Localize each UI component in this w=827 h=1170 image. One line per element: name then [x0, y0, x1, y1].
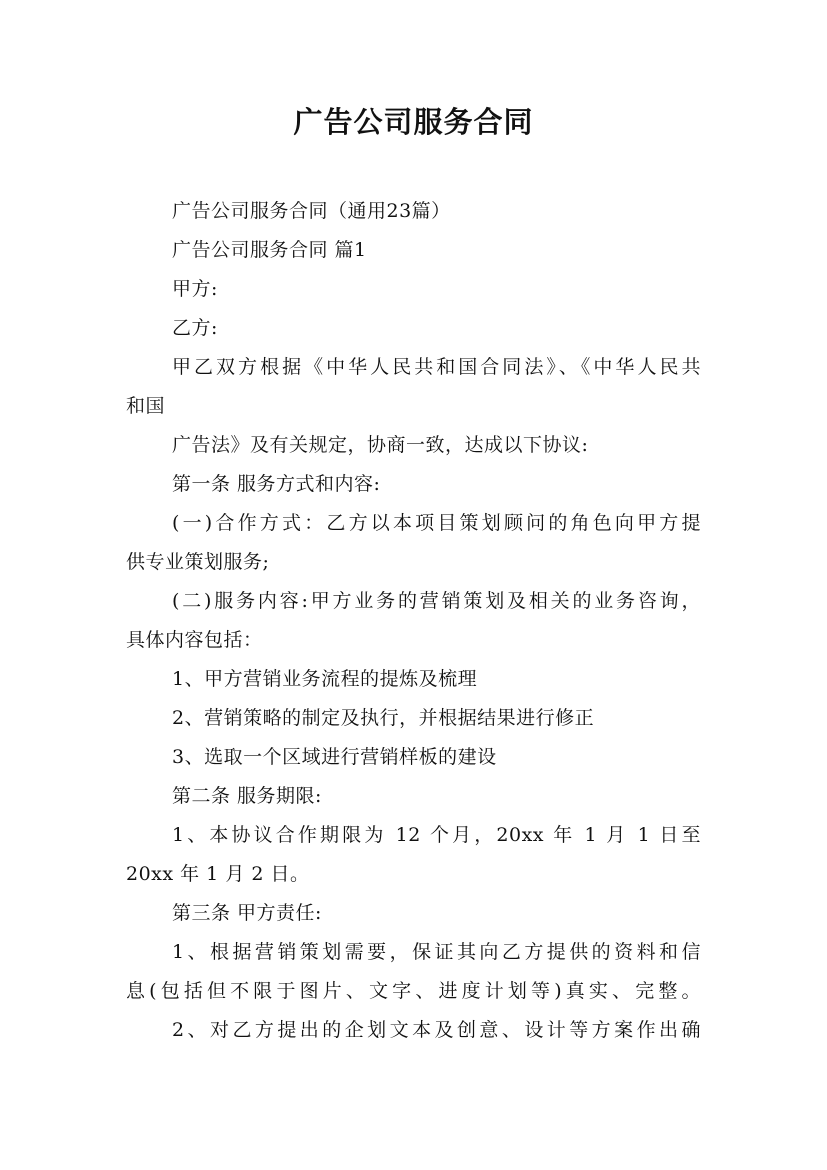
paragraph-line: 广告法》及有关规定，协商一致，达成以下协议:: [172, 434, 589, 456]
paragraph-line: 和国: [126, 395, 166, 417]
paragraph-line: 第二条 服务期限:: [172, 785, 322, 807]
paragraph-line: 1、甲方营销业务流程的提炼及梳理: [172, 668, 478, 690]
paragraph-line: 2、对乙方提出的企划文本及创意、设计等方案作出确: [172, 1019, 701, 1041]
paragraph-line: 第一条 服务方式和内容:: [172, 473, 381, 495]
paragraph-line: 供专业策划服务;: [126, 551, 270, 573]
paragraph-line: 具体内容包括：: [126, 629, 263, 651]
paragraph-line: (一)合作方式：乙方以本项目策划顾问的角色向甲方提: [172, 512, 701, 534]
paragraph-line: 广告公司服务合同 篇1: [172, 239, 367, 261]
paragraph-line: 乙方:: [172, 317, 218, 339]
paragraph-line: 甲方:: [172, 278, 218, 300]
document-body: [126, 192, 701, 1050]
paragraph-line: 20xx 年 1 月 2 日。: [126, 863, 310, 885]
paragraph-line: 2、营销策略的制定及执行，并根据结果进行修正: [172, 707, 595, 729]
paragraph-line: 广告公司服务合同（通用23篇）: [172, 200, 451, 222]
paragraph-line: 息(包括但不限于图片、文字、进度计划等)真实、完整。: [126, 980, 701, 1002]
paragraph-line: 第三条 甲方责任:: [172, 902, 322, 924]
paragraph-line: 甲乙双方根据《中华人民共和国合同法》、《中华人民共: [172, 356, 701, 378]
document-title: 广告公司服务合同: [293, 105, 534, 139]
paragraph-line: 1、根据营销策划需要，保证其向乙方提供的资料和信: [172, 941, 701, 963]
paragraph-line: (二)服务内容:甲方业务的营销策划及相关的业务咨询，: [172, 590, 701, 612]
paragraph-line: 3、选取一个区域进行营销样板的建设: [172, 746, 497, 768]
paragraph-line: 1、本协议合作期限为 12 个月，20xx 年 1 月 1 日至: [172, 824, 701, 846]
